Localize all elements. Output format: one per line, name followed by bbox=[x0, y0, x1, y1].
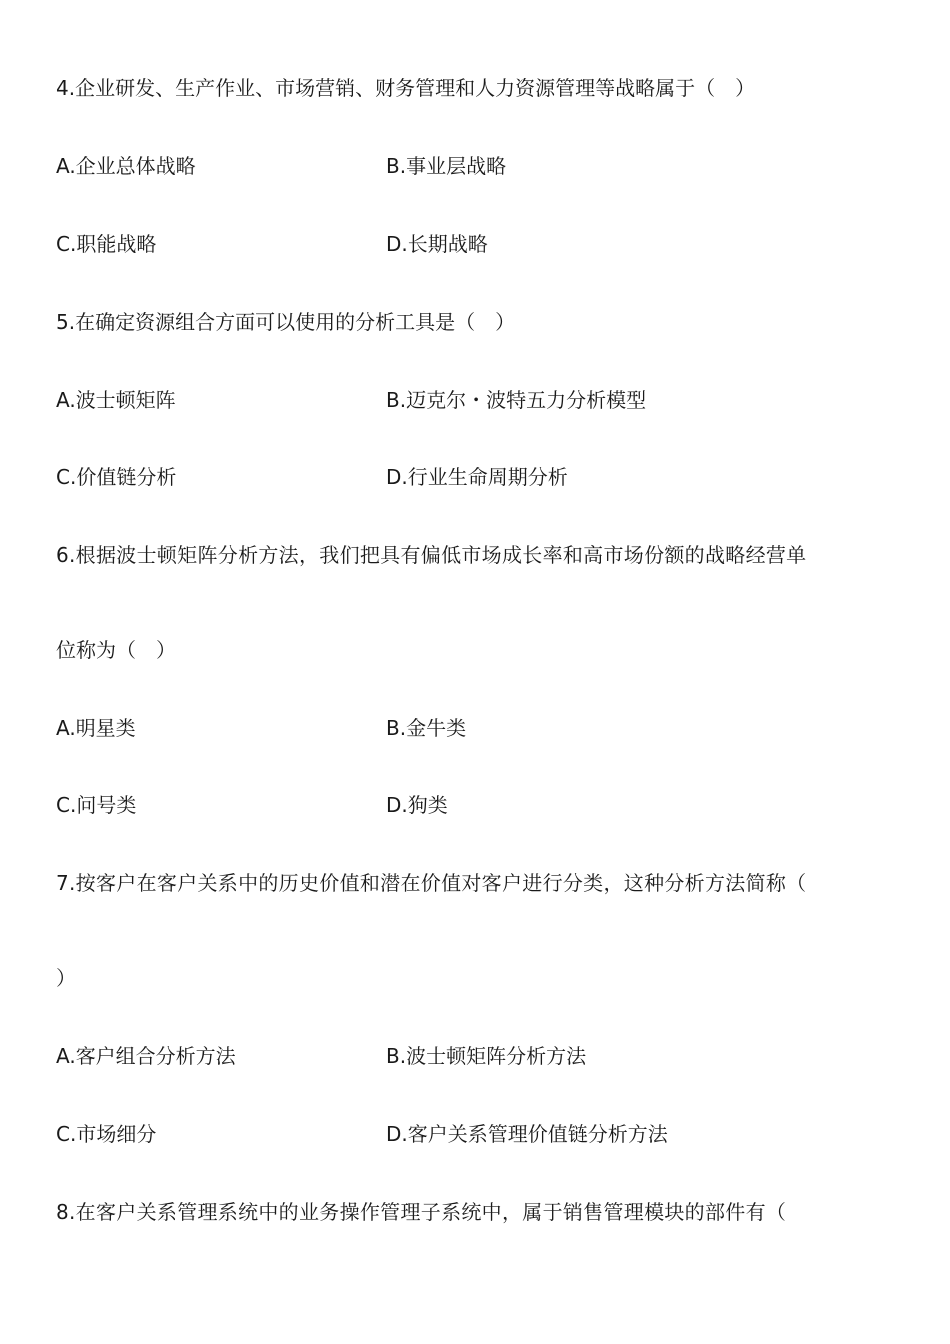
question-7-option-b: B.波士顿矩阵分析方法 bbox=[386, 1044, 587, 1068]
question-4-option-b: B.事业层战略 bbox=[386, 154, 507, 178]
question-7-option-a: A.客户组合分析方法 bbox=[56, 1044, 236, 1068]
question-5-option-d: D.行业生命周期分析 bbox=[386, 465, 568, 489]
question-5-option-b: B.迈克尔・波特五力分析模型 bbox=[386, 388, 647, 412]
question-4-option-d: D.长期战略 bbox=[386, 232, 488, 256]
question-6-option-a: A.明星类 bbox=[56, 716, 136, 740]
question-7-option-d: D.客户关系管理价值链分析方法 bbox=[386, 1122, 668, 1146]
question-6-option-d: D.狗类 bbox=[386, 793, 448, 817]
question-8-stem: 8.在客户关系管理系统中的业务操作管理子系统中，属于销售管理模块的部件有（ bbox=[56, 1200, 787, 1224]
question-7-stem-line-1: 7.按客户在客户关系中的历史价值和潜在价值对客户进行分类，这种分析方法简称（ bbox=[56, 871, 807, 895]
question-5-option-c: C.价值链分析 bbox=[56, 465, 177, 489]
question-7-stem-line-2: ） bbox=[56, 966, 76, 990]
question-6-option-b: B.金牛类 bbox=[386, 716, 467, 740]
question-6-stem-line-2: 位称为（ ） bbox=[56, 638, 176, 662]
question-5-stem: 5.在确定资源组合方面可以使用的分析工具是（ ） bbox=[56, 310, 516, 334]
question-7-option-c: C.市场细分 bbox=[56, 1122, 157, 1146]
question-5-option-a: A.波士顿矩阵 bbox=[56, 388, 176, 412]
question-4-option-c: C.职能战略 bbox=[56, 232, 157, 256]
question-6-stem-line-1: 6.根据波士顿矩阵分析方法，我们把具有偏低市场成长率和高市场份额的战略经营单 bbox=[56, 543, 807, 567]
question-4-stem: 4.企业研发、生产作业、市场营销、财务管理和人力资源管理等战略属于（ ） bbox=[56, 76, 756, 100]
question-4-option-a: A.企业总体战略 bbox=[56, 154, 196, 178]
question-6-option-c: C.问号类 bbox=[56, 793, 137, 817]
